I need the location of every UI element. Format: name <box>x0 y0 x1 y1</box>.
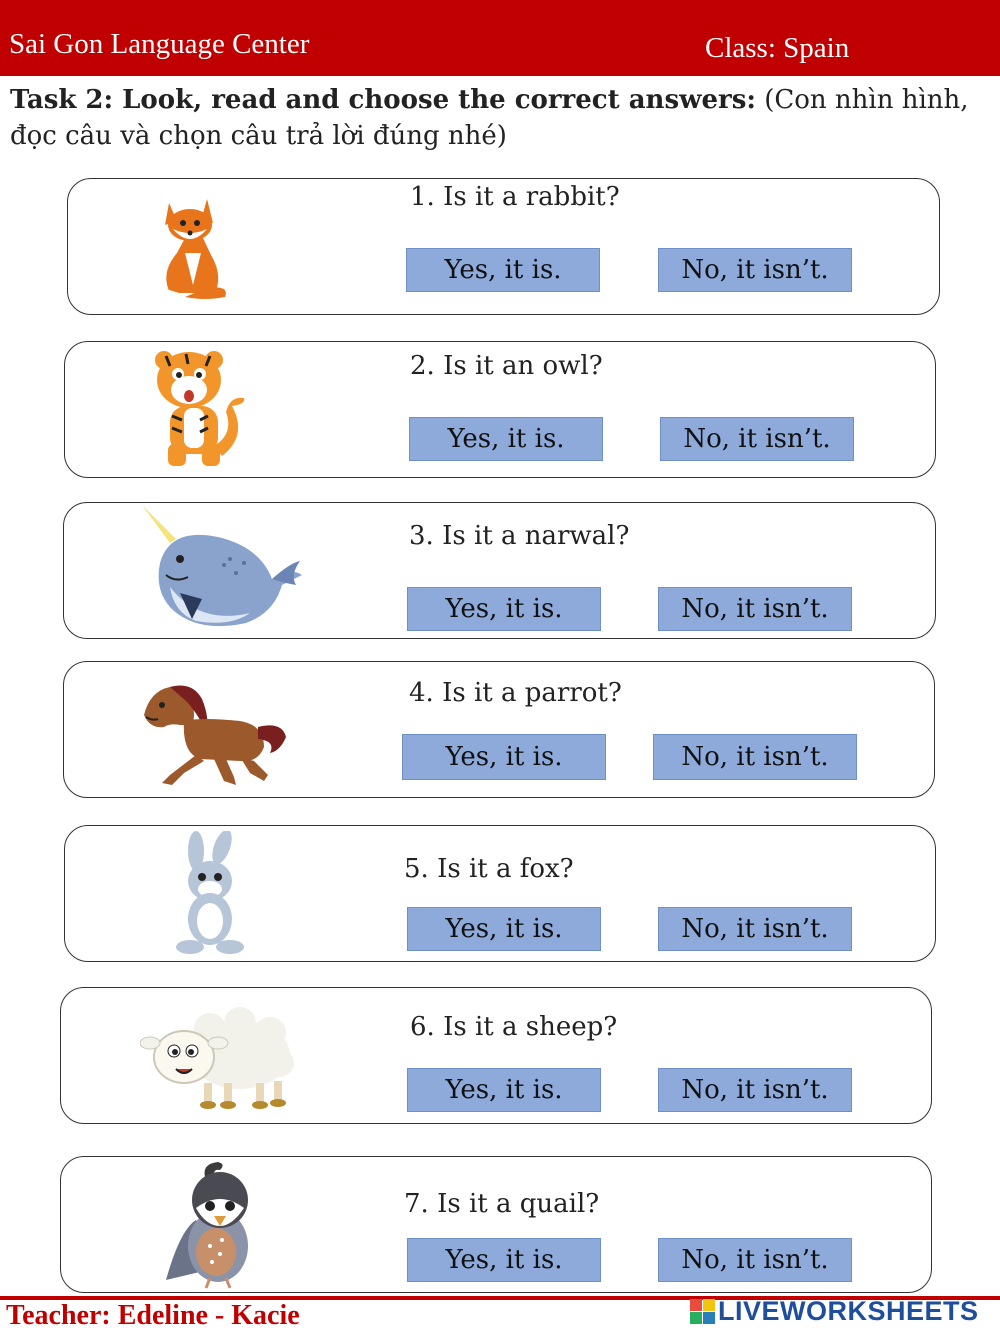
yes-button[interactable]: Yes, it is. <box>407 907 601 951</box>
yes-button[interactable]: Yes, it is. <box>407 1238 601 1282</box>
question-text: 6. Is it a sheep? <box>410 1012 618 1042</box>
question-text: 2. Is it an owl? <box>410 351 603 381</box>
yes-button[interactable]: Yes, it is. <box>406 248 600 292</box>
question-text: 7. Is it a quail? <box>404 1189 600 1219</box>
narwhal-picture <box>140 503 306 633</box>
sheep-picture <box>140 1003 296 1111</box>
question-text: 1. Is it a rabbit? <box>410 182 620 212</box>
yes-button[interactable]: Yes, it is. <box>407 1068 601 1112</box>
no-button[interactable]: No, it isn’t. <box>658 1068 852 1112</box>
yes-button[interactable]: Yes, it is. <box>407 587 601 631</box>
tiger-picture <box>150 346 250 470</box>
quail-picture <box>160 1160 270 1290</box>
rabbit-picture <box>170 831 250 957</box>
school-name: Sai Gon Language Center <box>9 28 310 60</box>
question-text: 4. Is it a parrot? <box>409 678 622 708</box>
task-translation: (Con nhìn hình, đọc câu và chọn câu trả lời đúng nhé) <box>10 85 969 151</box>
brand-name: LIVEWORKSHEETS <box>718 1295 979 1326</box>
question-text: 3. Is it a narwal? <box>409 521 630 551</box>
horse-picture <box>140 681 290 787</box>
yes-button[interactable]: Yes, it is. <box>402 734 606 780</box>
no-button[interactable]: No, it isn’t. <box>658 1238 852 1282</box>
no-button[interactable]: No, it isn’t. <box>660 417 854 461</box>
no-button[interactable]: No, it isn’t. <box>658 248 852 292</box>
task-instructions <box>10 82 985 154</box>
yes-button[interactable]: Yes, it is. <box>409 417 603 461</box>
fox-picture <box>155 193 230 303</box>
header-bar <box>0 0 1000 76</box>
no-button[interactable]: No, it isn’t. <box>658 907 852 951</box>
class-name: Class: Spain <box>705 32 850 64</box>
question-text: 5. Is it a fox? <box>404 854 574 884</box>
task-title: Task 2: Look, read and choose the correct answers: <box>10 85 756 115</box>
liveworksheets-logo-icon <box>690 1299 715 1324</box>
liveworksheets-logo <box>690 1294 979 1328</box>
teacher-name: Teacher: Edeline - Kacie <box>6 1300 300 1331</box>
no-button[interactable]: No, it isn’t. <box>658 587 852 631</box>
no-button[interactable]: No, it isn’t. <box>653 734 857 780</box>
